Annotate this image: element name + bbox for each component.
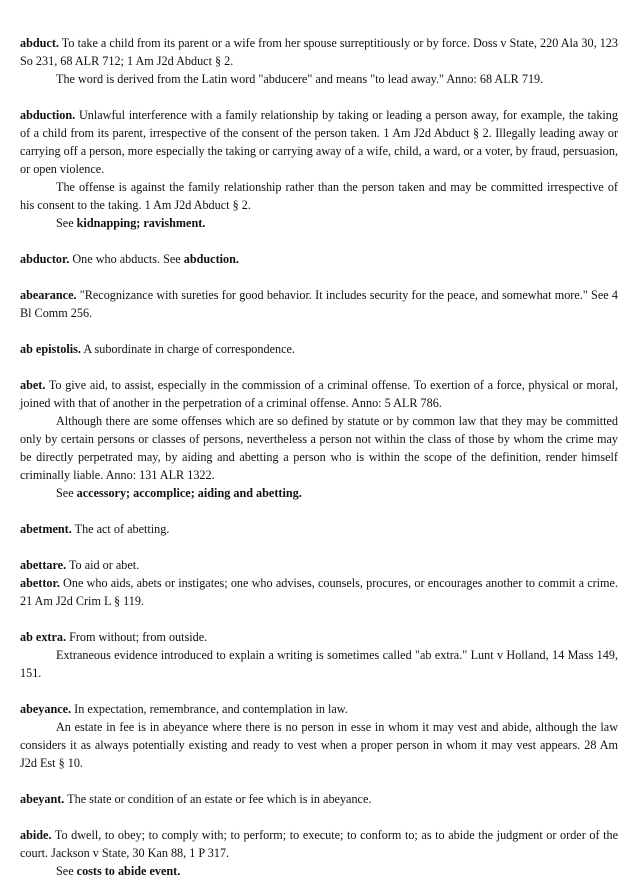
definition-text: The act of abetting. [71,522,170,536]
entry-abettor [20,574,618,610]
entry-abduction [20,106,618,232]
see-also-terms: accessory; accomplice; aiding and abetting. [76,486,302,500]
headword: abeyance. [20,702,72,716]
headword: abduction. [20,108,76,122]
definition [20,250,618,268]
see-also [20,214,618,232]
definition [20,574,618,610]
see-also [20,862,618,880]
definition-paragraph: The offense is against the family relationship rather than the person taken and may be committed irrespective of his consent to the taking. 1 Am J2d Abduct § 2. [20,180,618,212]
definition-text: Unlawful interference with a family relationship by taking or leading a person away, for example, the taking of a child from its parent, irrespective of the consent of the person taken. 1 Am J2d Abduct § 2. Illegally leading away or carrying off a person, more especially the taking or carrying away of a wife, child, a ward, or a voter, by fraud, persuasion, or open violence. [20,108,618,176]
headword: ab epistolis. [20,342,81,356]
definition [20,34,618,70]
definition [20,340,618,358]
definition-text: "Recognizance with sureties for good behavior. It includes security for the peace, and somewhat more." See 4 Bl Comm 256. [20,288,618,320]
definition [20,520,618,538]
headword: abduct. [20,36,59,50]
headword: abide. [20,828,52,842]
definition [20,790,618,808]
definition-text: To aid or abet. [66,558,140,572]
entry-abeyance [20,700,618,772]
definition-text: One who abducts. See [69,252,184,266]
see-label: See [56,216,77,230]
entry-abductor [20,250,618,268]
entry-abduct [20,34,618,88]
definition-paragraph: Although there are some offenses which are so defined by statute or by common law that they may be committed only by certain persons or classes of persons, nevertheless a person not within the class of those by whom the crime may be directly perpetrated may, by aiding and abetting a person who is within the scope of the definition, render himself criminally liable. Anno: 131 ALR 1322. [20,414,618,482]
definition [20,700,618,718]
definition [20,106,618,178]
definition [20,826,618,862]
entry-abeyant [20,790,618,808]
definition-text: To give aid, to assist, especially in the commission of a criminal offense. To exertion of a force, physical or moral, joined with that of another in the perpetration of a criminal offense. Anno: 5 ALR 786. [20,378,618,410]
definition-text: The state or condition of an estate or fee which is in abeyance. [64,792,372,806]
cross-reference: abduction. [183,252,239,266]
definition-text: From without; from outside. [66,630,208,644]
definition [20,286,618,322]
definition [20,376,618,412]
headword: abettor. [20,576,60,590]
entry-abearance [20,286,618,322]
entry-ab-extra [20,628,618,682]
entry-abetment [20,520,618,538]
see-also-terms: kidnapping; ravishment. [76,216,206,230]
headword: abettare. [20,558,67,572]
entry-abide [20,826,618,880]
definition-text: To take a child from its parent or a wife from her spouse surreptitiously or by force. Doss v State, 220 Ala 30, 123 So 231, 68 ALR 712; 1 Am J2d Abduct § 2. [20,36,618,68]
definition [20,556,618,574]
see-label: See [56,486,77,500]
headword: ab extra. [20,630,67,644]
definition-text: To dwell, to obey; to comply with; to perform; to execute; to conform to; as to abide the judgment or order of the court. Jackson v State, 30 Kan 88, 1 P 317. [20,828,618,860]
headword: abductor. [20,252,70,266]
headword: abet. [20,378,46,392]
see-also-terms: costs to abide event. [76,864,181,878]
definition-paragraph: The word is derived from the Latin word "abducere" and means "to lead away." Anno: 68 ALR 719. [56,72,544,86]
headword: abearance. [20,288,77,302]
headword: abeyant. [20,792,65,806]
entry-ab-epistolis [20,340,618,358]
see-label: See [56,864,77,878]
definition-paragraph: An estate in fee is in abeyance where there is no person in esse in whom it may vest and abide, although the law considers it as always potentially existing and ready to vest when a proper person in whom it may vest appears. 28 Am J2d Est § 10. [20,720,618,770]
headword: abetment. [20,522,72,536]
entry-abet [20,376,618,502]
see-also [20,484,618,502]
definition-paragraph: Extraneous evidence introduced to explain a writing is sometimes called "ab extra." Lunt v Holland, 14 Mass 149, 151. [20,648,618,680]
definition-text: In expectation, remembrance, and contemplation in law. [71,702,348,716]
definition-text: A subordinate in charge of correspondence. [80,342,295,356]
definition-text: One who aids, abets or instigates; one who advises, counsels, procures, or encourages another to commit a crime. 21 Am J2d Crim L § 119. [20,576,618,608]
definition [20,628,618,646]
entry-abettare [20,556,618,574]
